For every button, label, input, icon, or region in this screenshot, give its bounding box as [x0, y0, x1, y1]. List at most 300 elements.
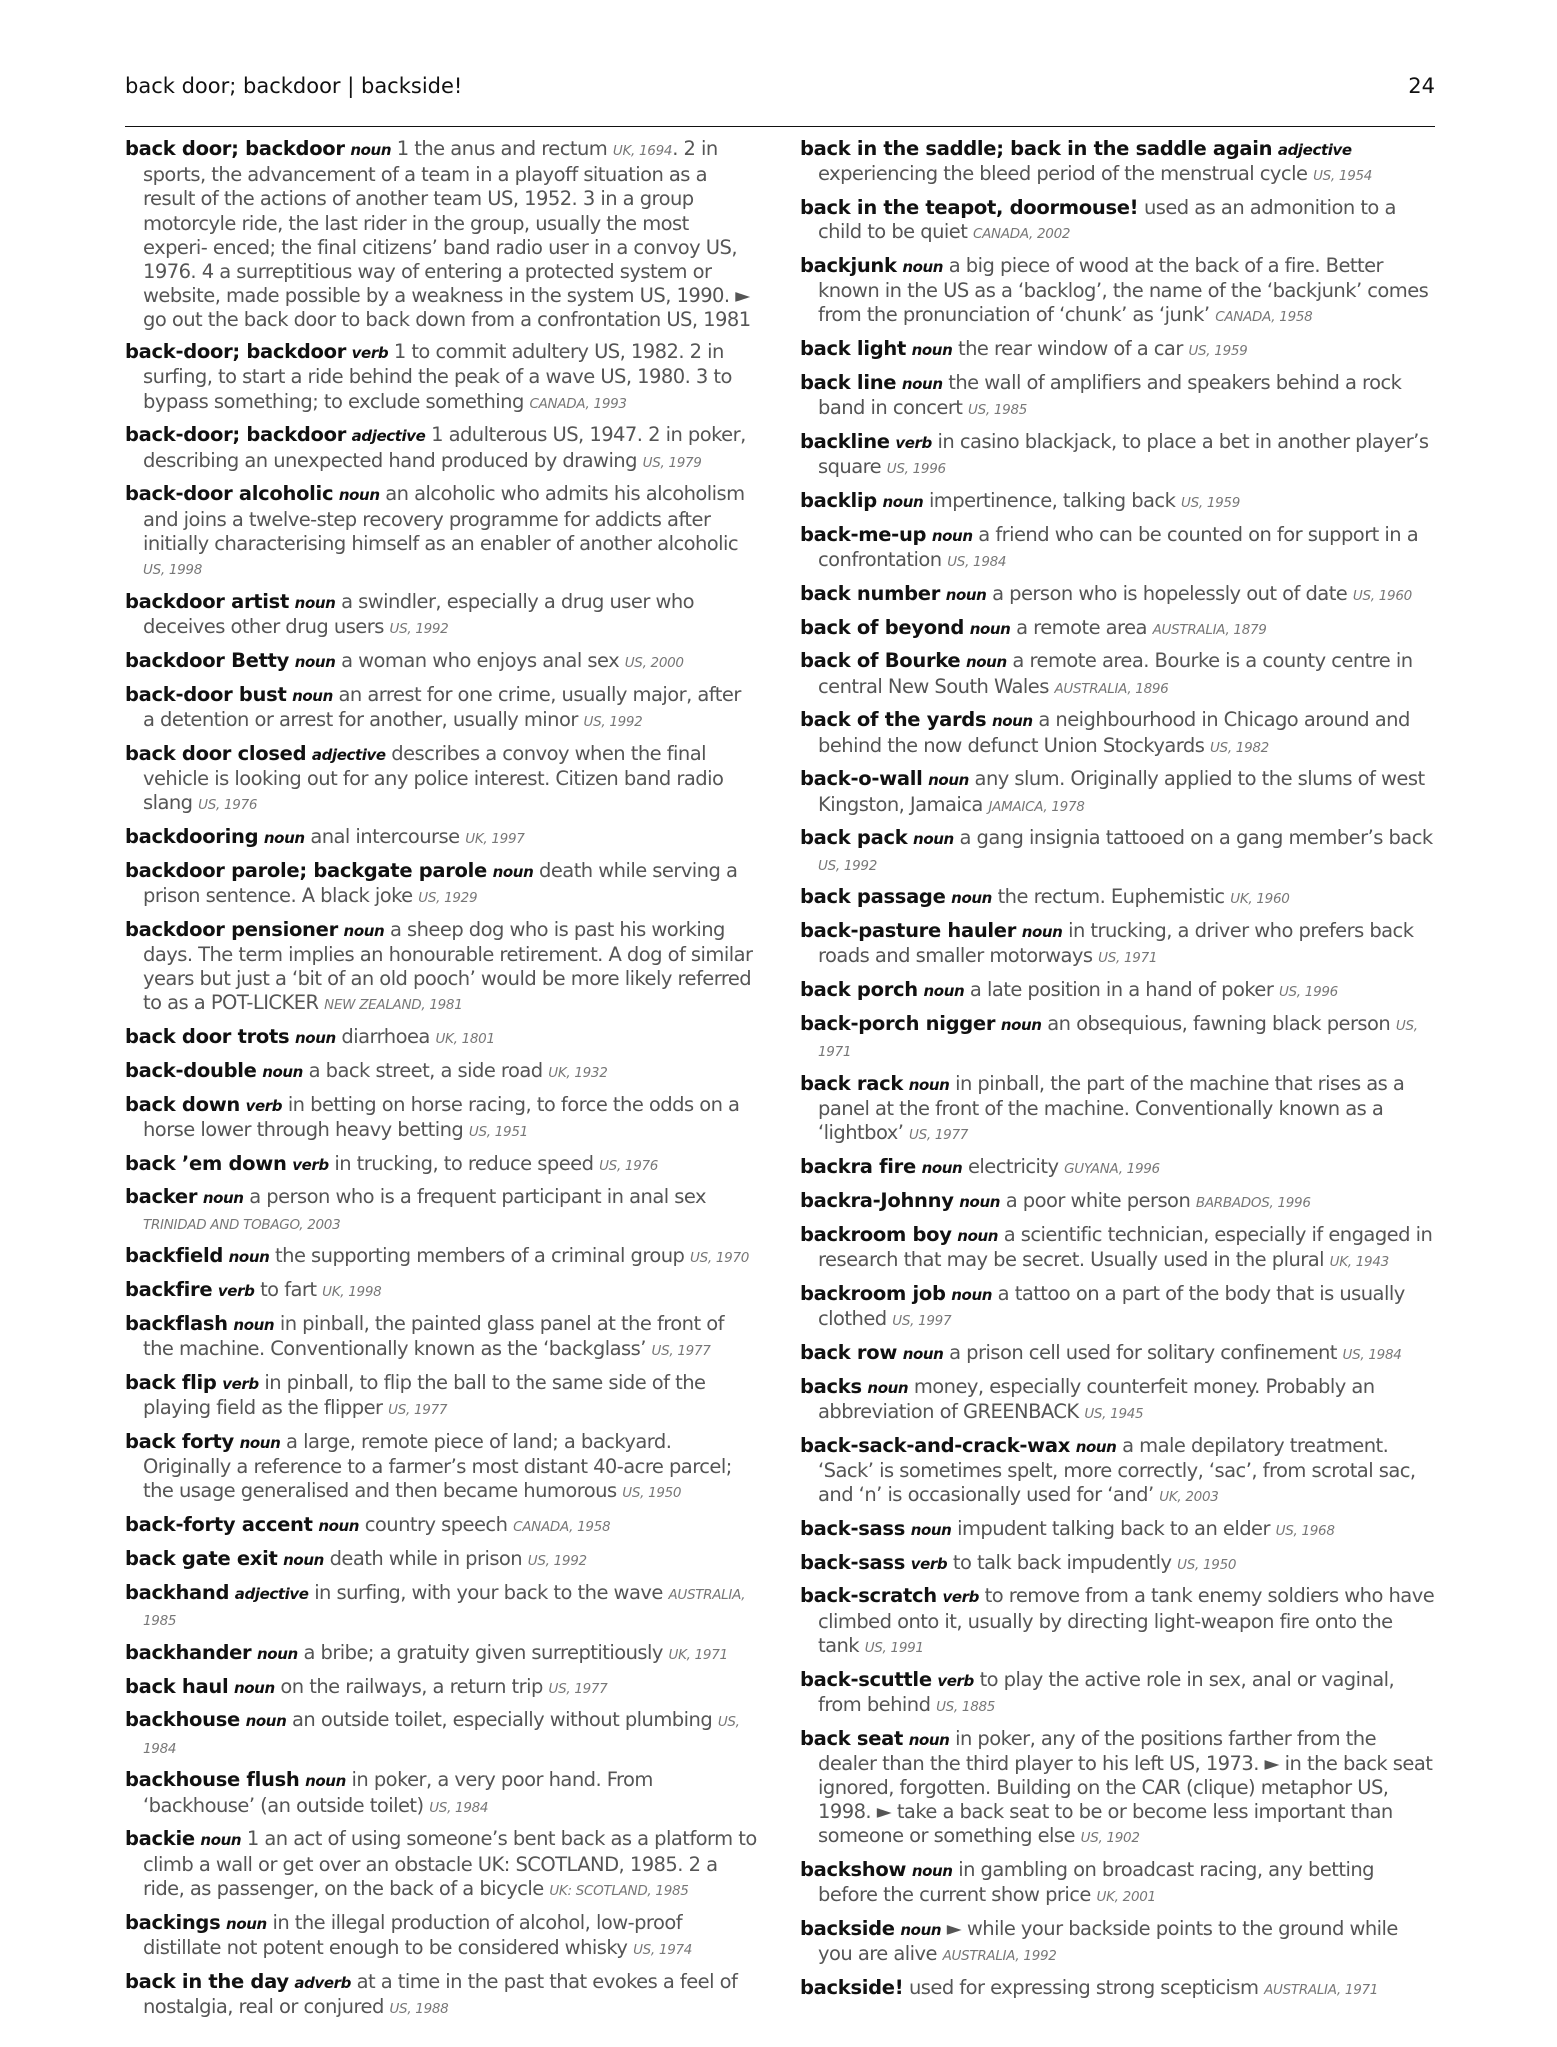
- entry-citation: UK, 1971: [668, 1646, 728, 1663]
- entry-citation: AUSTRALIA, 1879: [1152, 621, 1267, 638]
- entry-citation: US, 1976: [198, 797, 258, 814]
- entry-headword: backline: [800, 430, 890, 453]
- entry-citation: US, 1976: [599, 1157, 659, 1174]
- entry-citation: UK, 1932: [548, 1064, 608, 1081]
- entry-citation: US, 1885: [936, 1698, 996, 1715]
- entry-part-of-speech: noun: [951, 889, 992, 908]
- dictionary-entry: [125, 1768, 757, 1819]
- entry-citation: US, 1977: [548, 1680, 608, 1697]
- entry-headword: backshow: [800, 1858, 907, 1882]
- entry-definition: an obsequious, fawning black person: [1047, 1011, 1391, 1035]
- entry-citation: BARBADOS, 1996: [1195, 1194, 1311, 1211]
- entry-definition: in poker, a very poor hand. From ‘backhouse’ (an outside toilet): [143, 1768, 653, 1817]
- entry-definition: a friend who can be counted on for support in a confrontation: [818, 522, 1419, 571]
- dictionary-entry: [800, 767, 1435, 818]
- entry-citation: AUSTRALIA, 1992: [942, 1948, 1057, 1965]
- entry-citation: TRINIDAD AND TOBAGO, 2003: [143, 1216, 341, 1233]
- page-number: 24: [1408, 74, 1435, 98]
- dictionary-entry: [125, 859, 757, 910]
- dictionary-entry: [125, 1708, 757, 1760]
- entry-headword: backlip: [800, 489, 877, 512]
- entry-headword: back in the teapot, doormouse!: [800, 196, 1139, 219]
- entry-headword: backdoor parole; backgate parole: [125, 858, 487, 882]
- entry-definition: to remove from a tank enemy soldiers who have climbed onto it, usually by directing light-weapon fire onto the tank: [818, 1584, 1435, 1657]
- entry-part-of-speech: noun: [294, 652, 336, 671]
- entry-citation: US, 1984: [143, 1714, 740, 1757]
- entry-definition: a tattoo on a part of the body that is usually clothed: [818, 1281, 1405, 1330]
- entry-headword: back-o-wall: [800, 767, 923, 791]
- entry-headword: back-scuttle: [800, 1667, 932, 1691]
- dictionary-entry: [800, 1917, 1435, 1968]
- entry-citation: US, 1971: [1098, 950, 1158, 967]
- entry-citation: US, 1974: [633, 1941, 693, 1958]
- entry-definition: a woman who enjoys anal sex: [341, 648, 620, 672]
- entry-definition: a swindler, especially a drug user who deceives other drug users: [143, 589, 695, 639]
- entry-definition: an outside toilet, especially without plumbing: [292, 1708, 713, 1732]
- entry-headword: back ’em down: [125, 1151, 287, 1175]
- entry-citation: UK, 2003: [1159, 1488, 1219, 1505]
- entry-headword: backer: [125, 1185, 198, 1209]
- entry-part-of-speech: noun: [991, 712, 1033, 731]
- dictionary-entry: [125, 482, 757, 582]
- entry-citation: UK: SCOTLAND, 1985: [549, 1882, 689, 1899]
- entry-citation: US, 1979: [642, 454, 702, 471]
- entry-part-of-speech: verb: [292, 1155, 329, 1174]
- entry-headword: backs: [800, 1374, 862, 1398]
- dictionary-entry: [800, 1517, 1435, 1543]
- dictionary-entry: [800, 430, 1435, 481]
- entry-part-of-speech: adjective: [234, 1584, 309, 1603]
- entry-citation: UK, 1998: [322, 1284, 382, 1301]
- entry-headword: back-forty accent: [125, 1513, 313, 1537]
- entry-headword: backroom job: [800, 1281, 946, 1305]
- entry-part-of-speech: noun: [959, 1192, 1001, 1211]
- entry-headword: backings: [125, 1910, 221, 1934]
- entry-citation: UK, 1960: [1230, 891, 1290, 908]
- entry-citation: US, 1984: [947, 554, 1007, 570]
- right-column: [800, 137, 1435, 2010]
- entry-part-of-speech: noun: [923, 982, 965, 1001]
- entry-definition: a sheep dog who is past his working days. The term implies an honourable retirement. A dog of similar years but just a ‘bit of an old pooch’ would be more likely referred to as a POT-LICKER: [143, 917, 753, 1015]
- entry-citation: JAMAICA, 1978: [988, 798, 1085, 815]
- entry-definition: used for expressing strong scepticism: [908, 1976, 1259, 2000]
- entry-definition: an arrest for one crime, usually major, after a detention or arrest for another, usually minor: [143, 682, 741, 731]
- entry-citation: US, 1951: [468, 1123, 528, 1140]
- entry-part-of-speech: noun: [294, 593, 336, 612]
- entry-headword: backra-Johnny: [800, 1188, 954, 1212]
- entry-part-of-speech: noun: [318, 1517, 360, 1536]
- entry-headword: back-sass: [800, 1550, 906, 1574]
- dictionary-entry: [125, 742, 757, 818]
- entry-definition: used as an admonition to a child to be quiet: [818, 196, 1396, 244]
- dictionary-entry: [125, 590, 757, 641]
- dictionary-entry: [125, 1093, 757, 1144]
- entry-part-of-speech: verb: [895, 434, 932, 452]
- entry-headword: back rack: [800, 1071, 904, 1095]
- dictionary-entry: [125, 1244, 757, 1270]
- dictionary-entry: [125, 1547, 757, 1573]
- entry-part-of-speech: noun: [900, 1921, 942, 1940]
- entry-citation: US, 1992: [583, 713, 643, 730]
- entry-headword: back of Bourke: [800, 649, 961, 673]
- entry-definition: the wall of amplifiers and speakers behind a rock band in concert: [818, 371, 1402, 420]
- entry-headword: backflash: [125, 1312, 228, 1336]
- entry-citation: US, 2000: [624, 654, 684, 671]
- entry-definition: a remote area. Bourke is a county centre in central New South Wales: [818, 649, 1413, 698]
- entry-headword: backjunk: [800, 254, 897, 277]
- entry-part-of-speech: noun: [305, 1772, 346, 1791]
- entry-definition: a late position in a hand of poker: [969, 978, 1274, 1002]
- dictionary-entry: [800, 649, 1435, 700]
- entry-headword: back line: [800, 371, 897, 394]
- entry-part-of-speech: noun: [931, 526, 973, 545]
- entry-headword: back door; backdoor: [125, 137, 345, 160]
- entry-part-of-speech: noun: [902, 258, 944, 276]
- entry-part-of-speech: noun: [908, 1730, 950, 1749]
- dictionary-entry: [800, 196, 1435, 246]
- entry-headword: backfield: [125, 1244, 223, 1268]
- dictionary-entry: [800, 1976, 1435, 2002]
- entry-citation: NEW ZEALAND, 1981: [324, 997, 463, 1014]
- dictionary-entry: [800, 1189, 1435, 1215]
- entry-citation: CANADA, 1993: [529, 395, 627, 412]
- entry-part-of-speech: noun: [882, 493, 924, 511]
- entry-headword: backdoor Betty: [125, 648, 290, 672]
- entry-headword: back-door; backdoor: [125, 340, 347, 364]
- entry-citation: AUSTRALIA, 1896: [1054, 680, 1169, 697]
- entry-headword: back-door; backdoor: [125, 423, 347, 447]
- entry-part-of-speech: noun: [969, 619, 1011, 638]
- running-head: back door; backdoor | backside!: [125, 74, 463, 98]
- entry-headword: back-sass: [800, 1516, 906, 1540]
- dictionary-entry: [800, 1727, 1435, 1851]
- entry-part-of-speech: verb: [351, 344, 389, 363]
- page-header: [125, 68, 1435, 108]
- entry-part-of-speech: noun: [966, 653, 1007, 672]
- entry-headword: back pack: [800, 826, 908, 850]
- entry-part-of-speech: noun: [1075, 1437, 1117, 1456]
- entry-definition: in the illegal production of alcohol, low-proof distillate not potent enough to be considered whisky: [143, 1910, 683, 1959]
- dictionary-entry: [800, 1668, 1435, 1719]
- entry-definition: in pinball, the part of the machine that rises as a panel at the front of the machine. Conventionally known as a ‘lightbox’: [818, 1071, 1405, 1145]
- dictionary-entry: [125, 1371, 757, 1422]
- entry-definition: 1 adulterous US, 1947. 2 in poker, describing an unexpected hand produced by drawing: [143, 423, 746, 472]
- dictionary-entry: [125, 1430, 757, 1506]
- entry-part-of-speech: noun: [951, 1285, 993, 1304]
- entry-citation: UK, 1694: [612, 143, 673, 159]
- dictionary-entry: [800, 1223, 1435, 1274]
- entry-part-of-speech: noun: [233, 1316, 275, 1335]
- entry-definition: to talk back impudently: [952, 1550, 1172, 1574]
- entry-citation: CANADA, 1958: [513, 1519, 611, 1536]
- dictionary-entry: [125, 1641, 757, 1667]
- dictionary-entry: [125, 683, 757, 734]
- entry-headword: back-sack-and-crack-wax: [800, 1433, 1071, 1457]
- entry-definition: a person who is hopelessly out of date: [992, 581, 1348, 605]
- entry-citation: US, 1984: [1342, 1346, 1402, 1363]
- entry-part-of-speech: adjective: [351, 427, 426, 446]
- entry-definition: death while serving a prison sentence. A black joke: [143, 858, 738, 907]
- dictionary-entry: [125, 825, 757, 851]
- entry-headword: backie: [125, 1827, 195, 1851]
- entry-headword: back-door alcoholic: [125, 482, 334, 506]
- entry-part-of-speech: noun: [343, 921, 385, 940]
- entry-headword: back in the saddle; back in the saddle again: [800, 137, 1273, 160]
- entry-headword: back gate exit: [125, 1547, 278, 1571]
- entry-citation: US, 1968: [1275, 1522, 1335, 1539]
- entry-citation: US, 1902: [1080, 1830, 1140, 1847]
- dictionary-entry: [800, 1072, 1435, 1148]
- entry-definition: the supporting members of a criminal group: [275, 1244, 685, 1268]
- entry-definition: diarrhoea: [341, 1025, 430, 1049]
- entry-definition: country speech: [364, 1513, 508, 1537]
- header-rule: [125, 126, 1435, 127]
- entry-citation: US, 1971: [818, 1017, 1418, 1061]
- dictionary-entry: [125, 1581, 757, 1633]
- entry-citation: US, 1988: [389, 2000, 449, 2017]
- entry-part-of-speech: noun: [262, 1062, 303, 1081]
- dictionary-entry: [800, 919, 1435, 970]
- entry-headword: back-door bust: [125, 682, 287, 706]
- entry-part-of-speech: noun: [234, 1678, 275, 1697]
- entry-part-of-speech: verb: [217, 1282, 255, 1301]
- entry-citation: CANADA, 1958: [1215, 309, 1313, 326]
- entry-part-of-speech: verb: [942, 1588, 979, 1607]
- entry-definition: death while in prison: [329, 1547, 523, 1571]
- dictionary-entry: [800, 1584, 1435, 1660]
- entry-definition: any slum. Originally applied to the slums of west Kingston, Jamaica: [818, 767, 1425, 816]
- entry-part-of-speech: noun: [226, 1914, 267, 1933]
- entry-part-of-speech: noun: [928, 771, 969, 790]
- entry-definition: the rectum. Euphemistic: [997, 885, 1225, 909]
- entry-definition: in trucking, a driver who prefers back roads and smaller motorways: [818, 919, 1414, 968]
- dictionary-entry: [800, 708, 1435, 759]
- dictionary-entry: [800, 137, 1435, 188]
- dictionary-entry: [800, 1341, 1435, 1367]
- entry-headword: backside: [800, 1917, 895, 1941]
- entry-headword: back-double: [125, 1058, 257, 1082]
- entry-part-of-speech: noun: [911, 1862, 953, 1881]
- entry-citation: US, 1960: [1352, 587, 1412, 604]
- dictionary-entry: [125, 1827, 757, 1903]
- entry-definition: electricity: [967, 1155, 1059, 1179]
- entry-definition: a bribe; a gratuity given surreptitiously: [303, 1640, 663, 1664]
- entry-part-of-speech: verb: [222, 1375, 259, 1394]
- entry-definition: to fart: [260, 1278, 317, 1302]
- entry-citation: US, 1954: [1313, 168, 1373, 185]
- entry-citation: CANADA, 2002: [972, 226, 1071, 243]
- entry-citation: US, 1984: [429, 1799, 489, 1816]
- entry-headword: back forty: [125, 1430, 234, 1454]
- entry-part-of-speech: noun: [908, 1075, 950, 1094]
- entry-part-of-speech: noun: [913, 830, 954, 849]
- entry-part-of-speech: noun: [245, 1712, 287, 1731]
- entry-definition: in pinball, to flip the ball to the same side of the playing field as the flipper: [143, 1371, 706, 1420]
- entry-definition: in gambling on broadcast racing, any betting before the current show price: [818, 1858, 1374, 1907]
- entry-part-of-speech: adjective: [1277, 141, 1352, 159]
- left-column: [125, 137, 757, 2029]
- dictionary-entry: [125, 1513, 757, 1539]
- dictionary-entry: [125, 1152, 757, 1178]
- dictionary-entry: [800, 1155, 1435, 1181]
- entry-part-of-speech: noun: [228, 1248, 270, 1267]
- dictionary-entry: [800, 489, 1435, 515]
- dictionary-entry: [125, 1185, 757, 1236]
- entry-definition: a poor white person: [1005, 1188, 1191, 1212]
- entry-part-of-speech: noun: [257, 1644, 298, 1663]
- entry-citation: US, 1992: [818, 857, 877, 874]
- entry-headword: back flip: [125, 1371, 217, 1395]
- entry-definition: the rear window of a car: [958, 337, 1183, 361]
- entry-part-of-speech: noun: [283, 1551, 324, 1570]
- entry-citation: US, 1959: [1181, 495, 1240, 511]
- entry-part-of-speech: verb: [910, 1554, 948, 1573]
- entry-headword: back of the yards: [800, 708, 987, 732]
- entry-definition: a remote area: [1016, 615, 1147, 639]
- entry-definition: a large, remote piece of land; a backyard. Originally a reference to a farmer’s most distant 40-acre parcel; the usage generalised and then became humorous: [143, 1430, 732, 1503]
- entry-definition: in betting on horse racing, to force the odds on a horse lower through heavy betting: [143, 1092, 740, 1141]
- entry-part-of-speech: noun: [350, 141, 392, 159]
- entry-headword: back seat: [800, 1726, 904, 1750]
- dictionary-entry: [125, 1970, 757, 2021]
- entry-definition: a prison cell used for solitary confinement: [949, 1340, 1337, 1364]
- entry-citation: UK, 1801: [435, 1031, 495, 1048]
- entry-headword: back of beyond: [800, 615, 965, 639]
- entry-headword: back-porch nigger: [800, 1011, 996, 1035]
- entry-part-of-speech: adjective: [311, 745, 386, 764]
- entry-citation: US, 1997: [892, 1312, 952, 1329]
- entry-citation: US, 1992: [389, 621, 449, 638]
- entry-citation: US, 1977: [651, 1343, 711, 1360]
- entry-headword: backhouse: [125, 1708, 240, 1732]
- entry-part-of-speech: noun: [957, 1226, 999, 1245]
- entry-headword: back-pasture hauler: [800, 919, 1017, 943]
- dictionary-entry: [800, 1551, 1435, 1577]
- entry-part-of-speech: noun: [492, 862, 534, 881]
- entry-part-of-speech: noun: [295, 1029, 336, 1048]
- dictionary-entry: [800, 978, 1435, 1004]
- dictionary-entry: [125, 1911, 757, 1962]
- entry-definition: a person who is a frequent participant in anal sex: [249, 1185, 706, 1209]
- entry-citation: UK, 2001: [1096, 1889, 1156, 1906]
- entry-part-of-speech: adverb: [294, 1973, 351, 1992]
- entry-citation: US, 1985: [968, 402, 1028, 419]
- dictionary-entry: [125, 1025, 757, 1051]
- entry-definition: a male depilatory treatment. ‘Sack’ is sometimes spelt, more correctly, ‘sac’, from scrotal sac, and ‘n’ is occasionally used for ‘and’: [818, 1433, 1416, 1506]
- entry-definition: 1 the anus and rectum: [396, 137, 608, 160]
- entry-definition: in trucking, to reduce speed: [334, 1151, 594, 1175]
- entry-definition: impudent talking back to an elder: [957, 1516, 1270, 1540]
- entry-definition: a neighbourhood in Chicago around and behind the now defunct Union Stockyards: [818, 708, 1410, 757]
- entry-part-of-speech: noun: [200, 1831, 242, 1850]
- entry-headword: backra fire: [800, 1155, 916, 1179]
- entry-definition: a scientific technician, especially if engaged in research that may be secret. Usually used in the plural: [818, 1222, 1433, 1271]
- dictionary-entry: [125, 423, 757, 474]
- entry-headword: back porch: [800, 978, 918, 1002]
- dictionary-entry: [800, 616, 1435, 642]
- entry-part-of-speech: noun: [292, 686, 333, 705]
- entry-part-of-speech: noun: [910, 1520, 952, 1539]
- dictionary-entry: [800, 523, 1435, 574]
- entry-citation: US, 1959: [1188, 343, 1248, 360]
- dictionary-entry: [800, 254, 1435, 330]
- entry-definition: ► while your backside points to the ground while you are alive: [818, 1917, 1398, 1966]
- entry-part-of-speech: noun: [1021, 923, 1063, 942]
- entry-definition: 1 to commit adultery US, 1982. 2 in surfing, to start a ride behind the peak of a wave US, 1980. 3 to bypass something; to exclude something: [143, 340, 732, 413]
- entry-headword: backdoor pensioner: [125, 917, 338, 941]
- entry-definition: a gang insignia tattooed on a gang member’s back: [959, 826, 1433, 850]
- entry-part-of-speech: noun: [202, 1189, 244, 1208]
- entry-headword: back door trots: [125, 1025, 290, 1049]
- entry-definition: a big piece of wood at the back of a fire. Better known in the US as a ‘backlog’, the name of the ‘backjunk’ comes from the pronunciation of ‘chunk’ as ‘junk’: [818, 254, 1429, 327]
- entry-definition: anal intercourse: [310, 824, 460, 848]
- dictionary-entry: [125, 1312, 757, 1363]
- entry-headword: back door closed: [125, 741, 307, 765]
- dictionary-entry: [800, 1012, 1435, 1064]
- entry-part-of-speech: noun: [901, 375, 943, 393]
- entry-definition: impertinence, talking back: [928, 489, 1176, 512]
- entry-citation: US, 1977: [909, 1127, 969, 1144]
- entry-definition: 1 an act of using someone’s bent back as a platform to climb a wall or get over an obstacle UK: SCOTLAND, 1985. 2 a ride, as passenger, on the back of a bicycle: [143, 1827, 757, 1900]
- entry-citation: US, 1991: [864, 1639, 924, 1656]
- entry-headword: back light: [800, 337, 906, 361]
- entry-definition: describes a convoy when the final vehicle is looking out for any police interest. Citizen band radio slang: [143, 741, 724, 815]
- entry-citation: US, 1950: [1177, 1556, 1237, 1573]
- entry-headword: backdooring: [125, 824, 259, 848]
- dictionary-entry: [125, 340, 757, 416]
- entry-definition: to play the active role in sex, anal or vaginal, from behind: [818, 1667, 1395, 1716]
- entry-definition: in casino blackjack, to place a bet in another player’s square: [818, 430, 1429, 479]
- dictionary-entry: [800, 885, 1435, 911]
- entry-headword: back passage: [800, 885, 946, 909]
- entry-headword: back row: [800, 1340, 898, 1364]
- dictionary-entry: [800, 1375, 1435, 1426]
- entry-definition: in surfing, with your back to the wave: [314, 1580, 663, 1604]
- entry-definition: experiencing the bleed period of the menstrual cycle: [818, 162, 1308, 186]
- entry-citation: US, 1929: [418, 889, 478, 906]
- entry-citation: US, 1992: [527, 1553, 587, 1570]
- entry-citation: UK, 1943: [1329, 1253, 1389, 1270]
- dictionary-entry: [125, 1059, 757, 1085]
- entry-headword: back-scratch: [800, 1584, 937, 1608]
- entry-headword: backhander: [125, 1640, 252, 1664]
- entry-headword: back down: [125, 1092, 240, 1116]
- entry-citation: GUYANA, 1996: [1064, 1161, 1160, 1178]
- entry-headword: backhand: [125, 1580, 230, 1604]
- entry-citation: US, 1945: [1084, 1405, 1144, 1422]
- dictionary-entry: [125, 649, 757, 675]
- entry-definition: at a time in the past that evokes a feel of nostalgia, real or conjured: [143, 1969, 738, 2018]
- entry-citation: AUSTRALIA, 1985: [143, 1586, 746, 1630]
- entry-citation: UK, 1997: [465, 830, 525, 847]
- entry-headword: back haul: [125, 1674, 229, 1698]
- entry-part-of-speech: noun: [263, 828, 305, 847]
- entry-part-of-speech: noun: [911, 341, 953, 360]
- entry-part-of-speech: verb: [937, 1671, 974, 1690]
- entry-headword: back-me-up: [800, 522, 927, 546]
- entry-citation: US, 1977: [388, 1402, 448, 1419]
- entry-headword: back number: [800, 581, 941, 605]
- entry-citation: AUSTRALIA, 1971: [1264, 1982, 1379, 1999]
- entry-headword: backroom boy: [800, 1222, 952, 1246]
- entry-part-of-speech: noun: [867, 1378, 909, 1397]
- entry-part-of-speech: verb: [245, 1096, 283, 1115]
- entry-definition: money, especially counterfeit money. Probably an abbreviation of GREENBACK: [818, 1374, 1375, 1423]
- entry-definition: in poker, any of the positions farther from the dealer than the third player to his left US, 1973. ► in the back seat ignored, forgotten. Building on the CAR (clique) metaphor US, 1998. ► take a back seat to be or become less important than someone or something else: [818, 1726, 1433, 1848]
- dictionary-entry: [800, 826, 1435, 877]
- entry-definition: a back street, a side road: [308, 1058, 543, 1082]
- entry-definition: on the railways, a return trip: [280, 1674, 543, 1698]
